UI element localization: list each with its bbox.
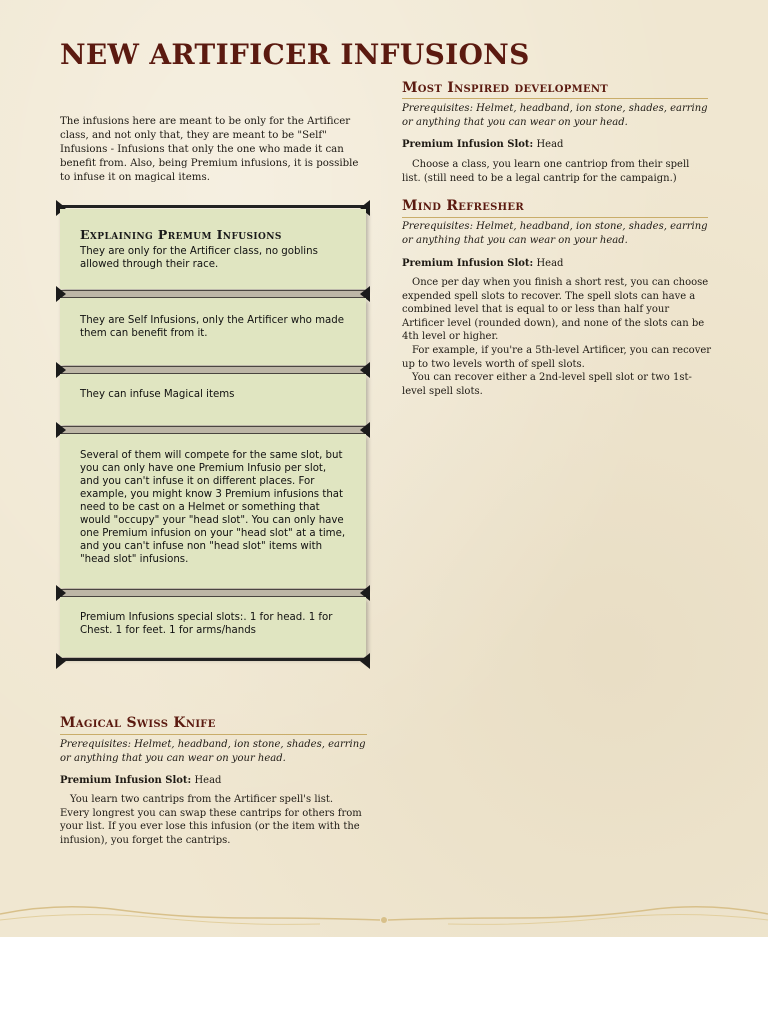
intro-paragraph: The infusions here are meant to be only for the Artificer class, and not only that, they are meant to be "Self" Infusions - Infusions that only the one who made it can benefit from. Also, being Premium infusions, it is possible to infuse it on magical items. [60,116,359,183]
refresher-rule [402,217,708,218]
note-top-bar [60,205,366,208]
inspired-body [402,158,708,185]
refresher-paragraph-2: For example, if you're a 5th-level Artificer, you can recover up to two levels worth of spell slots. [402,344,712,370]
swiss-knife-paragraph: You learn two cantrips from the Artificer spell's list. Every longrest you can swap these cantrips for others from your list. If you ever lose this infusion (or the item with the infusion), you forget the cantrips. [60,794,362,846]
note-divider-4 [60,589,366,597]
refresher-slot-value: Head [536,258,564,269]
footer-ornament [0,896,768,936]
note-cell-5 [60,597,366,657]
refresher-slot-label: Premium Infusion Slot: [402,258,534,269]
note-divider-3 [60,426,366,434]
swiss-knife-slot-value: Head [194,775,222,786]
swiss-knife-slot [60,775,221,786]
note-cell-2 [60,298,366,365]
inspired-paragraph: Choose a class, you learn one cantriop from their spell list. (still need to be a legal cantrip for the campaign.) [402,159,690,184]
inspired-prereq: Prerequisites: Helmet, headband, ion stone, shades, earring or anything that you can wear on your head. [402,103,708,128]
note-item-2: They are Self Infusions, only the Artificer who made them can benefit from it. [80,315,345,339]
note-bottom-bar [60,658,366,661]
note-box [60,205,366,665]
swiss-knife-prereq: Prerequisites: Helmet, headband, ion stone, shades, earring or anything that you can wear on your head. [60,739,366,764]
swiss-knife-heading: Magical Swiss Knife [60,715,216,731]
note-cell-4 [60,434,366,588]
note-item-1: They are only for the Artificer class, no goblins allowed through their race. [80,246,318,270]
inspired-rule [402,98,708,99]
refresher-paragraph-1: Once per day when you finish a short rest, you can choose expended spell slots to recover. The spell slots can have a combined level that is equal to or less than half your Artificer level (rounded down), and none of the slots can be 4th level or higher. [402,277,709,343]
inspired-slot-label: Premium Infusion Slot: [402,139,534,150]
note-divider-1 [60,290,366,298]
refresher-slot [402,258,563,269]
refresher-heading: Mind Refresher [402,198,524,214]
swiss-knife-body [60,793,365,847]
refresher-body [402,276,712,398]
page-title: NEW ARTIFICER INFUSIONS [60,38,530,71]
refresher-paragraph-3: You can recover either a 2nd-level spell slot or two 1st-level spell slots. [402,372,692,397]
note-cell-3 [60,374,366,425]
note-item-4: Several of them will compete for the same slot, but you can only have one Premium Infusio per slot, and you can't infuse it on different places. For example, you might know 3 Premium infusions that need to be cast on a Helmet or something that would "occupy" your "head slot". You can only have one Premium infusion on your "head slot" at a time, and you can't infuse non "head slot" items with "head slot" infusions. [80,450,346,565]
note-item-5: Premium Infusions special slots:. 1 for head. 1 for Chest. 1 for feet. 1 for arms/hands [80,612,333,636]
note-item-3: They can infuse Magical items [80,389,235,400]
swiss-knife-rule [60,734,367,735]
note-cell-1 [60,209,366,289]
refresher-prereq: Prerequisites: Helmet, headband, ion stone, shades, earring or anything that you can wear on your head. [402,221,708,246]
note-heading: Explaining Premum Infusions [80,227,282,242]
inspired-heading: Most Inspired development [402,80,609,96]
swiss-knife-slot-label: Premium Infusion Slot: [60,775,192,786]
inspired-slot-value: Head [536,139,564,150]
note-divider-2 [60,366,366,374]
inspired-slot [402,139,563,150]
